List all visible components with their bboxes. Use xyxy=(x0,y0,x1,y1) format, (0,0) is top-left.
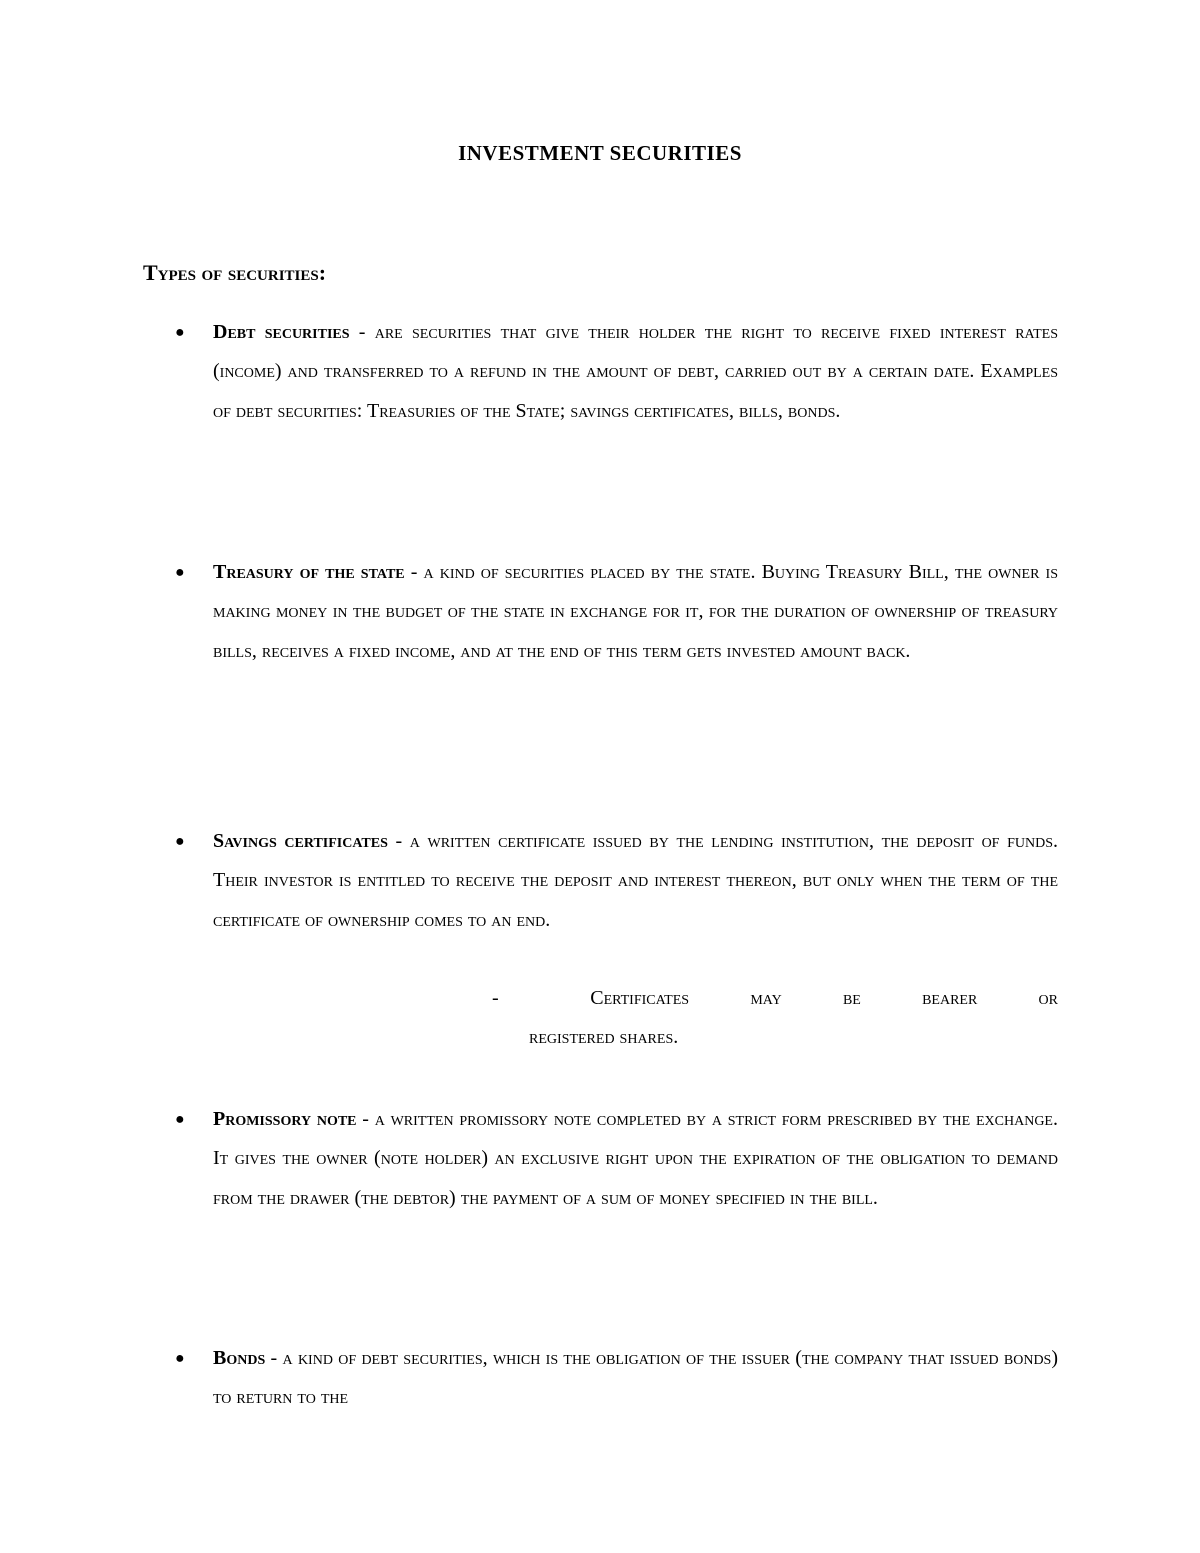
item-text: are securities that give their holder the right to receive fixed interest rates (income) and transferred to a refund in the amount of debt, carried out by a certain date. Examples of debt securities: Treasuries of the State; savings certificates, bills, bonds. xyxy=(213,321,1058,422)
section-heading: Types of securities: xyxy=(143,260,327,285)
item-term: Debt securities xyxy=(213,321,350,343)
item-term: Treasury of the state xyxy=(213,561,405,583)
list-item-debt-securities xyxy=(175,313,1058,431)
bullet-icon: ● xyxy=(175,1350,185,1367)
document-title: INVESTMENT SECURITIES xyxy=(458,141,742,165)
certificates-note xyxy=(492,979,1058,1058)
item-term: Bonds xyxy=(213,1347,266,1369)
note-word: Certificates xyxy=(590,987,690,1009)
note-word: may xyxy=(750,987,782,1009)
bullet-icon: ● xyxy=(175,1111,185,1128)
note-word: or xyxy=(1038,987,1058,1009)
list-item-bonds xyxy=(175,1339,1058,1418)
item-separator: - xyxy=(349,321,375,343)
list-item-promissory-note xyxy=(175,1100,1058,1218)
certificates-note-line-2: registered shares. xyxy=(529,1026,679,1049)
item-text: a kind of debt securities, which is the obligation of the issuer (the company that issued bonds) to return to the xyxy=(213,1347,1058,1409)
certificates-note-line-1 xyxy=(492,979,1058,1018)
item-text: a written certificate issued by the lending institution, the deposit of funds. Their investor is entitled to receive the deposit and interest thereon, but only when the term of the certificate of ownership comes to an end. xyxy=(213,830,1058,931)
item-separator: - xyxy=(356,1108,375,1130)
bullet-icon: ● xyxy=(175,324,185,341)
item-term: Savings certificates xyxy=(213,830,388,852)
note-dash: - xyxy=(492,987,499,1009)
item-text: a kind of securities placed by the state. Buying Treasury Bill, the owner is making money in the budget of the state in exchange for it, for the duration of ownership of treasury bills, receives a fixed income, and at the end of this term gets invested amount back. xyxy=(213,561,1058,662)
item-term: Promissory note xyxy=(213,1108,357,1130)
note-word: bearer xyxy=(922,987,978,1009)
list-item-savings-certificates xyxy=(175,822,1058,940)
note-word: be xyxy=(842,987,861,1009)
item-text: a written promissory note completed by a strict form prescribed by the exchange. It gives the owner (note holder) an exclusive right upon the expiration of the obligation to demand from the drawer (the debtor) the payment of a sum of money specified in the bill. xyxy=(213,1108,1058,1209)
list-item-treasury-of-the-state xyxy=(175,553,1058,671)
item-separator: - xyxy=(387,830,410,852)
bullet-icon: ● xyxy=(175,564,185,581)
item-separator: - xyxy=(404,561,424,583)
item-separator: - xyxy=(265,1347,283,1369)
bullet-icon: ● xyxy=(175,833,185,850)
